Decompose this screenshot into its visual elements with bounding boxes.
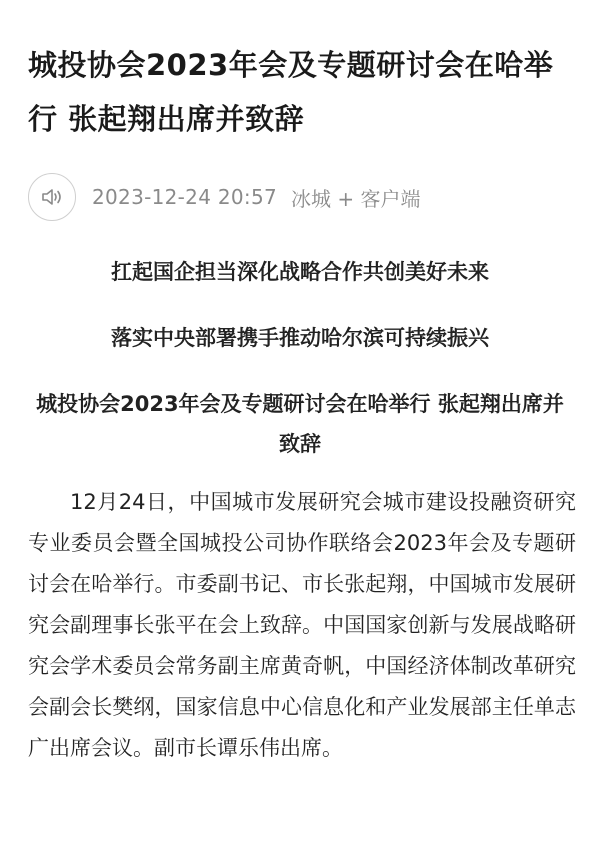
article-meta (28, 173, 421, 221)
article-title: 城投协会2023年会及专题研讨会在哈举行 张起翔出席并致辞 (28, 48, 554, 136)
subheading-3: 城投协会2023年会及专题研讨会在哈举行 张起翔出席并致辞 (36, 392, 564, 456)
article-source[interactable]: 冰城 + 客户端 (291, 186, 421, 211)
publish-date: 2023-12-24 20:57 (92, 185, 278, 209)
speaker-icon (40, 187, 64, 207)
subheading-1: 扛起国企担当深化战略合作共创美好未来 (111, 260, 489, 284)
subheading-2: 落实中央部署携手推动哈尔滨可持续振兴 (111, 326, 489, 350)
audio-play-button[interactable] (28, 173, 76, 221)
article-body-paragraph: 12月24日，中国城市发展研究会城市建设投融资研究专业委员会暨全国城投公司协作联络会2023年会及专题研讨会在哈举行。市委副书记、市长张起翔，中国城市发展研究会副理事长张平在会上致辞。中国国家创新与发展战略研究会学术委员会常务副主席黄奇帆，中国经济体制改革研究会副会长樊纲，国家信息中心信息化和产业发展部主任单志广出席会议。副市长谭乐伟出席。 (28, 490, 576, 760)
